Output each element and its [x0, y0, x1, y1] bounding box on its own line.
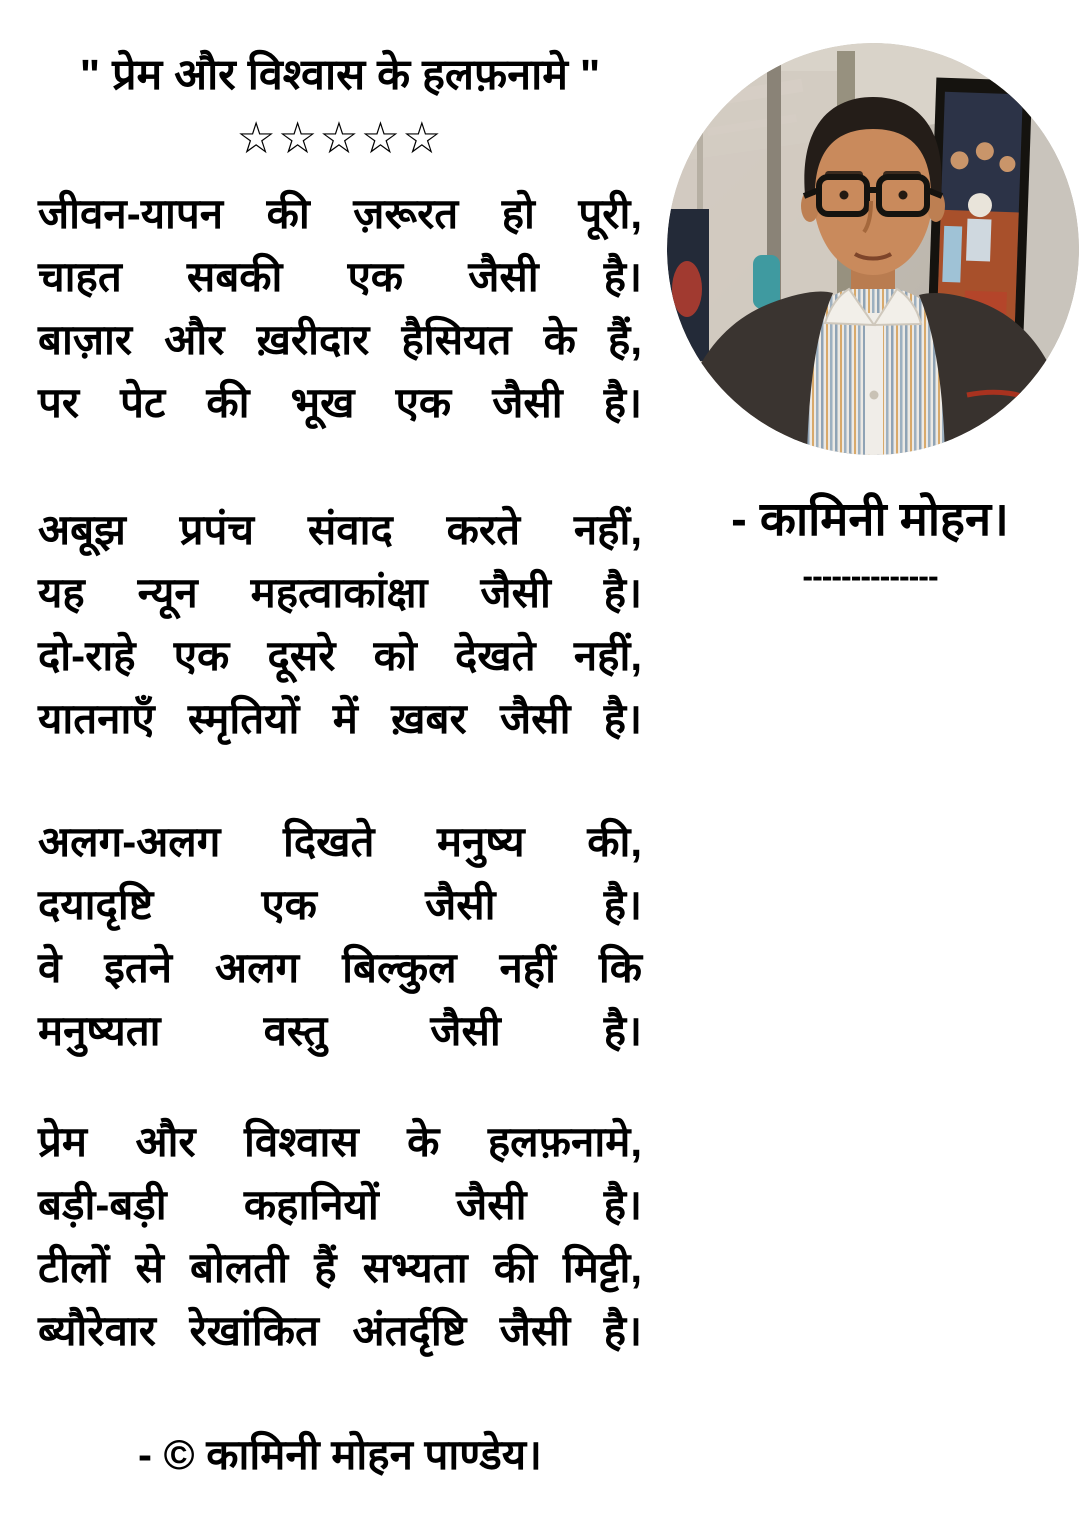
- poem-line: दयादृष्टि एक जैसी है।: [38, 881, 642, 928]
- poem-line: चाहत सबकी एक जैसी है।: [38, 253, 642, 300]
- poem-column: [38, 42, 642, 1486]
- poem-line: ब्यौरेवार रेखांकित अंतर्दृष्टि जैसी है।: [38, 1307, 642, 1354]
- poem-line: पर पेट की भूख एक जैसी है।: [38, 379, 642, 426]
- star-rating-row: ☆☆☆☆☆: [236, 114, 444, 163]
- poem-line: जीवन-यापन की ज़रूरत हो पूरी,: [38, 190, 642, 237]
- poem-line: यातनाएँ स्मृतियों में ख़बर जैसी है।: [38, 695, 642, 742]
- poem-line: मनुष्यता वस्तु जैसी है।: [38, 1007, 642, 1054]
- stanza-3: [38, 810, 642, 1062]
- author-portrait-illustration: [667, 43, 1079, 455]
- poem-line: यह न्यून महत्वाकांक्षा जैसी है।: [38, 569, 642, 616]
- poem-line: अलग-अलग दिखते मनुष्य की,: [38, 818, 642, 865]
- poem-line: वे इतने अलग बिल्कुल नहीं कि: [38, 944, 642, 991]
- author-photo: [667, 43, 1079, 455]
- stanza-4: [38, 1110, 642, 1362]
- poem-title: " प्रेम और विश्वास के हलफ़नामे ": [79, 51, 601, 99]
- copyright-signature: - © कामिनी मोहन पाण्डेय।: [138, 1431, 542, 1478]
- stanza-2: [38, 498, 642, 750]
- poem-line: प्रेम और विश्वास के हलफ़नामे,: [38, 1118, 642, 1165]
- divider-dashes: --------------: [802, 558, 938, 594]
- poem-line: टीलों से बोलती हैं सभ्यता की मिट्टी,: [38, 1244, 642, 1291]
- poem-line: अबूझ प्रपंच संवाद करते नहीं,: [38, 506, 642, 553]
- poem-line: बड़ी-बड़ी कहानियों जैसी है।: [38, 1181, 642, 1228]
- stanza-1: [38, 182, 642, 434]
- poem-line: दो-राहे एक दूसरे को देखते नहीं,: [38, 632, 642, 679]
- poem-line: बाज़ार और ख़रीदार हैसियत के हैं,: [38, 316, 642, 363]
- author-attribution: - कामिनी मोहन।: [731, 492, 1009, 545]
